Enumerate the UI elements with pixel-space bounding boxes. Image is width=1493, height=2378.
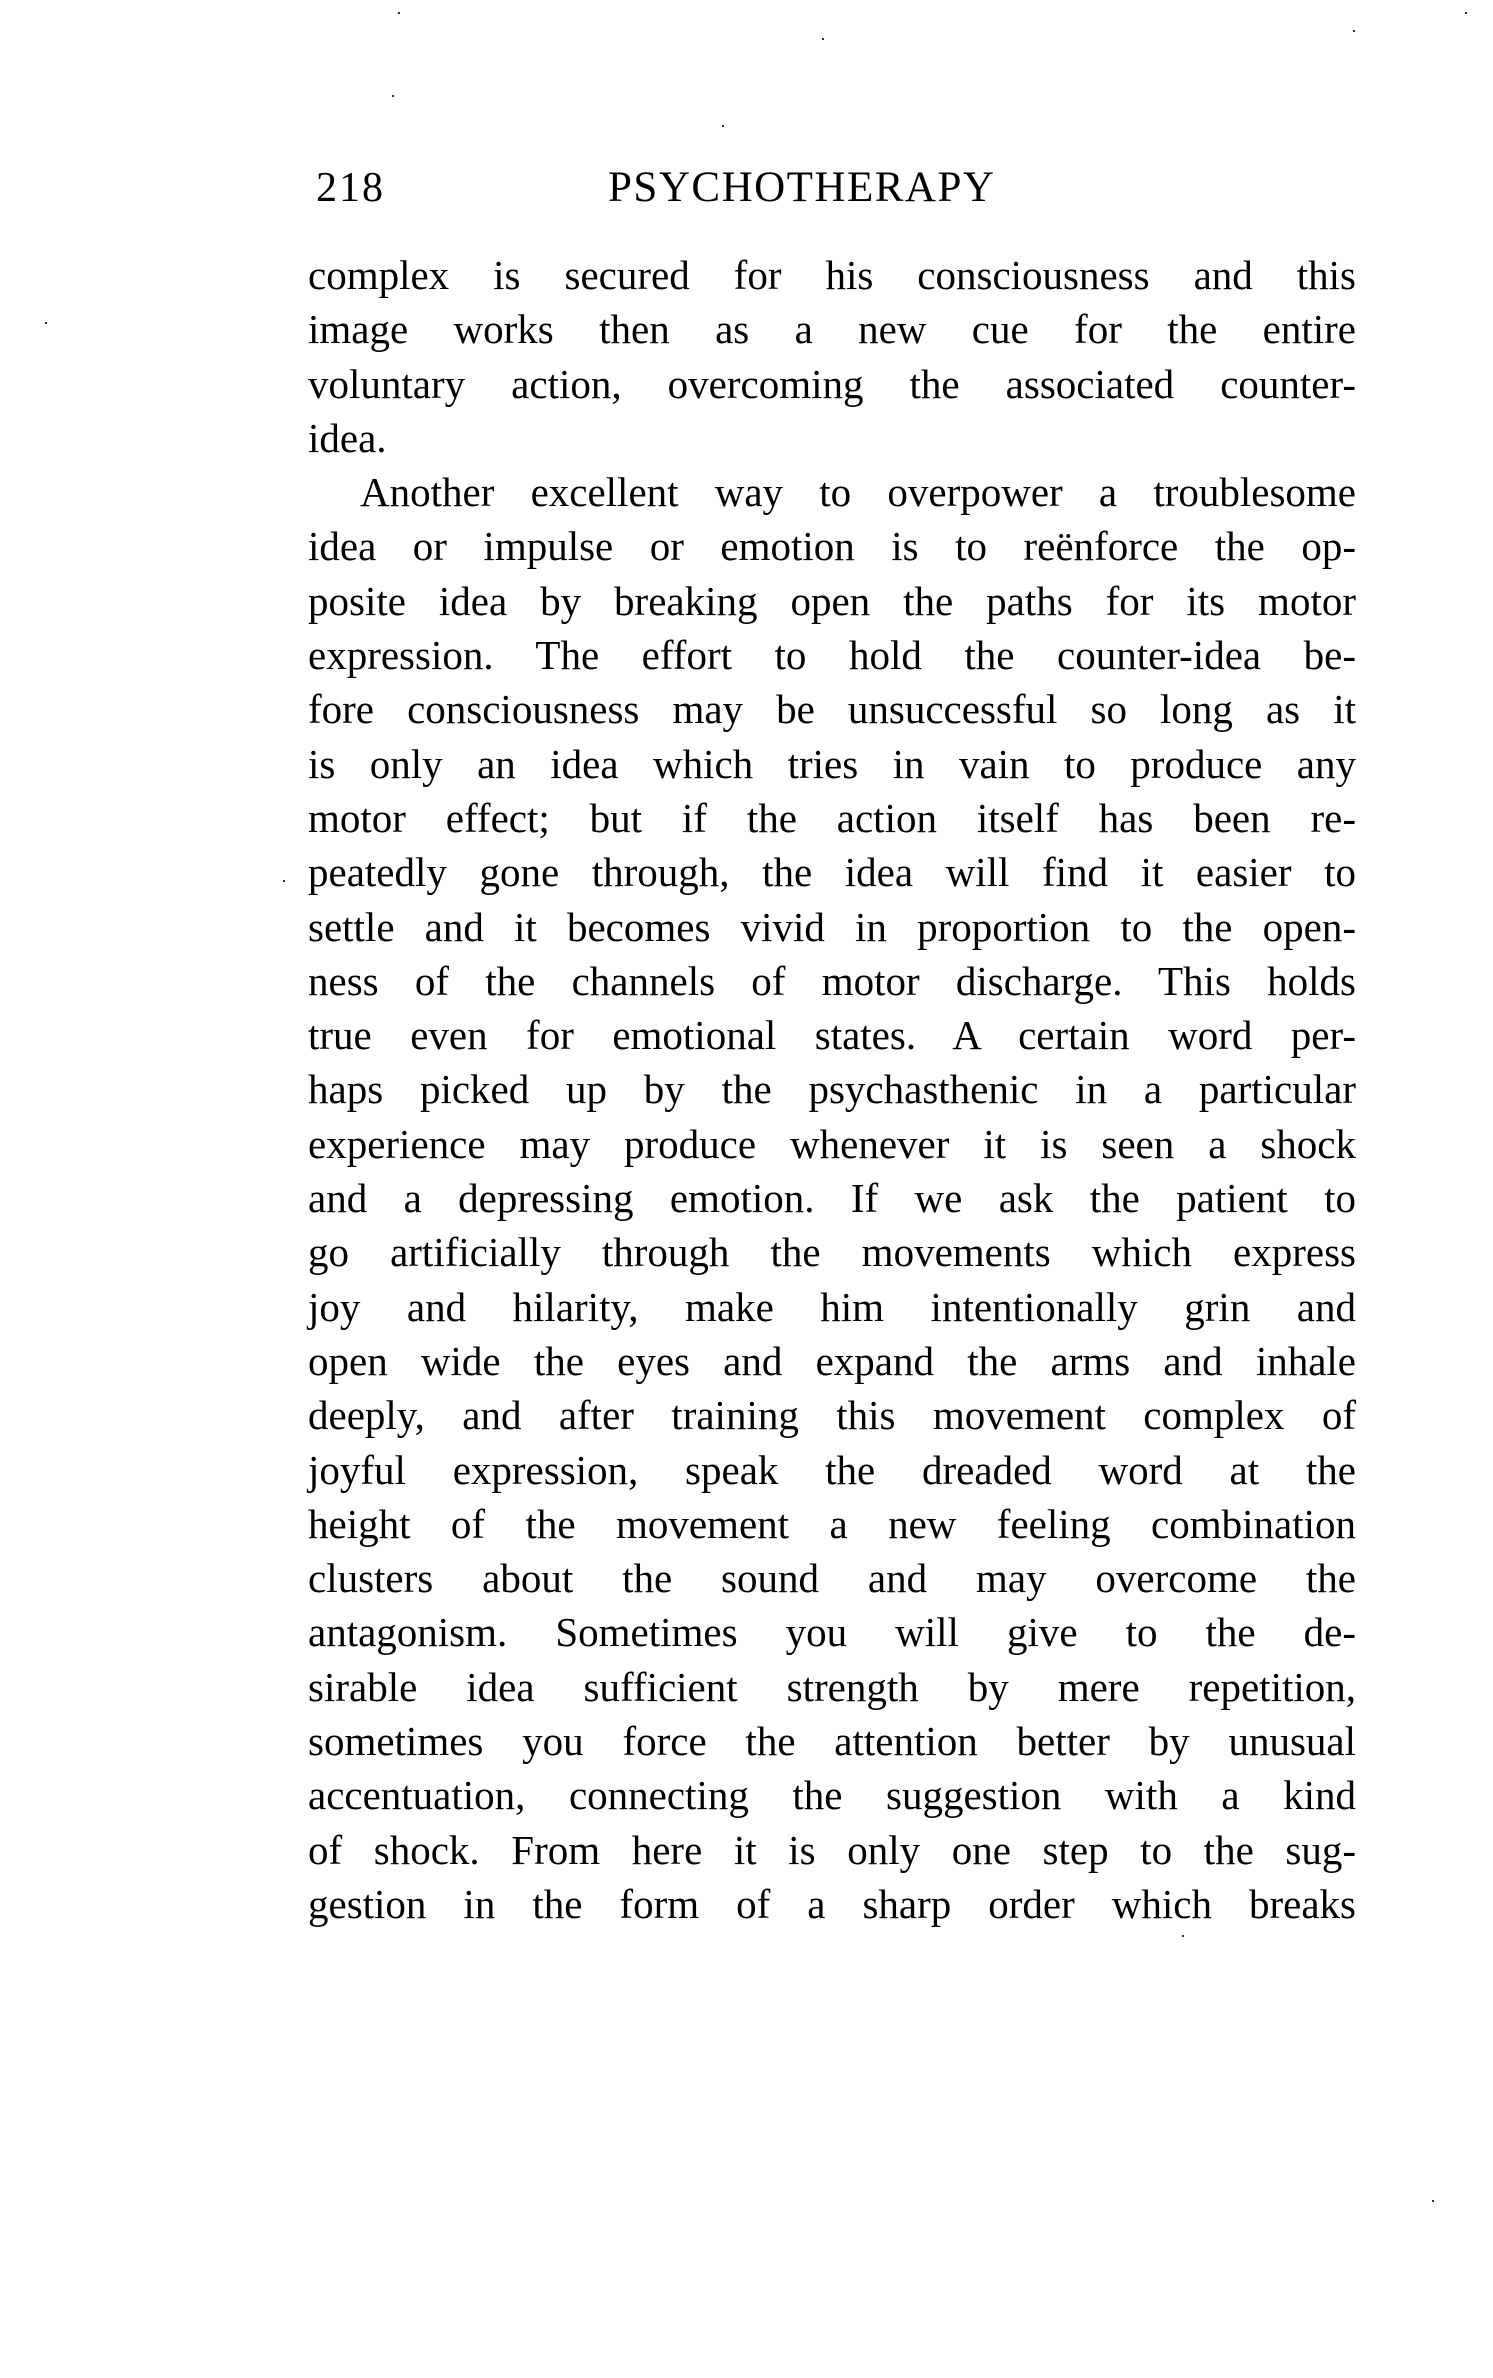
running-title: PSYCHOTHERAPY xyxy=(608,164,996,211)
text-line: complex is secured for his consciousness and this xyxy=(308,252,1356,298)
page-number: 218 xyxy=(316,165,385,211)
text-line: expression. The effort to hold the counter-idea be- xyxy=(308,632,1356,679)
scan-speck xyxy=(822,38,824,40)
text-line: settle and it becomes vivid in proportion to the open- xyxy=(308,903,1356,950)
text-line: height of the movement a new feeling combination xyxy=(308,1500,1356,1547)
text-line: sirable idea sufficient strength by mere repetition, xyxy=(308,1663,1356,1710)
text-line: joyful expression, speak the dreaded word at the xyxy=(308,1446,1356,1493)
text-line: open wide the eyes and expand the arms and inhale xyxy=(308,1337,1356,1384)
text-line: and a depressing emotion. If we ask the patient to xyxy=(308,1175,1356,1222)
scan-speck xyxy=(45,322,47,324)
scan-speck xyxy=(283,880,285,882)
text-line: motor effect; but if the action itself has been re- xyxy=(308,794,1356,841)
text-line: accentuation, connecting the suggestion with a kind xyxy=(308,1772,1356,1819)
running-head xyxy=(310,158,1360,218)
text-line: gestion in the form of a sharp order which breaks xyxy=(308,1880,1356,1927)
text-line: go artificially through the movements which express xyxy=(308,1229,1356,1276)
scan-speck xyxy=(398,12,400,14)
text-line: peatedly gone through, the idea will find it easier to xyxy=(308,849,1356,896)
text-line: true even for emotional states. A certain word per- xyxy=(308,1012,1356,1059)
text-line: fore consciousness may be unsuccessful so long as it xyxy=(308,686,1356,733)
text-line: idea or impulse or emotion is to reënforce the op- xyxy=(308,523,1356,570)
text-line: image works then as a new cue for the entire xyxy=(308,306,1356,353)
scan-speck xyxy=(1432,2200,1434,2202)
text-line: clusters about the sound and may overcome the xyxy=(308,1555,1356,1602)
text-line: sometimes you force the attention better by unusual xyxy=(308,1718,1356,1765)
scan-speck xyxy=(1465,12,1467,14)
body-text xyxy=(308,248,1356,1931)
scan-speck xyxy=(1353,30,1355,32)
text-line: voluntary action, overcoming the associated counter- xyxy=(308,360,1356,407)
text-line: is only an idea which tries in vain to produce any xyxy=(308,740,1356,787)
text-line: of shock. From here it is only one step to the sug- xyxy=(308,1826,1356,1873)
text-line: Another excellent way to overpower a troublesome xyxy=(360,469,1356,516)
text-line: ness of the channels of motor discharge. This holds xyxy=(308,957,1356,1004)
text-line: posite idea by breaking open the paths for its motor xyxy=(308,577,1356,624)
text-line: antagonism. Sometimes you will give to the de- xyxy=(308,1609,1356,1656)
text-line: experience may produce whenever it is seen a shock xyxy=(308,1120,1356,1167)
scan-speck xyxy=(722,125,724,127)
text-line: haps picked up by the psychasthenic in a particular xyxy=(308,1066,1356,1113)
paragraph-continued xyxy=(308,248,1356,465)
paragraph-another-excellent-way xyxy=(308,465,1356,1931)
text-line: idea. xyxy=(308,414,387,461)
text-line: joy and hilarity, make him intentionally grin and xyxy=(308,1283,1356,1330)
scan-speck xyxy=(392,95,394,97)
text-line: deeply, and after training this movement complex of xyxy=(308,1392,1356,1439)
scan-speck xyxy=(1182,1935,1184,1937)
